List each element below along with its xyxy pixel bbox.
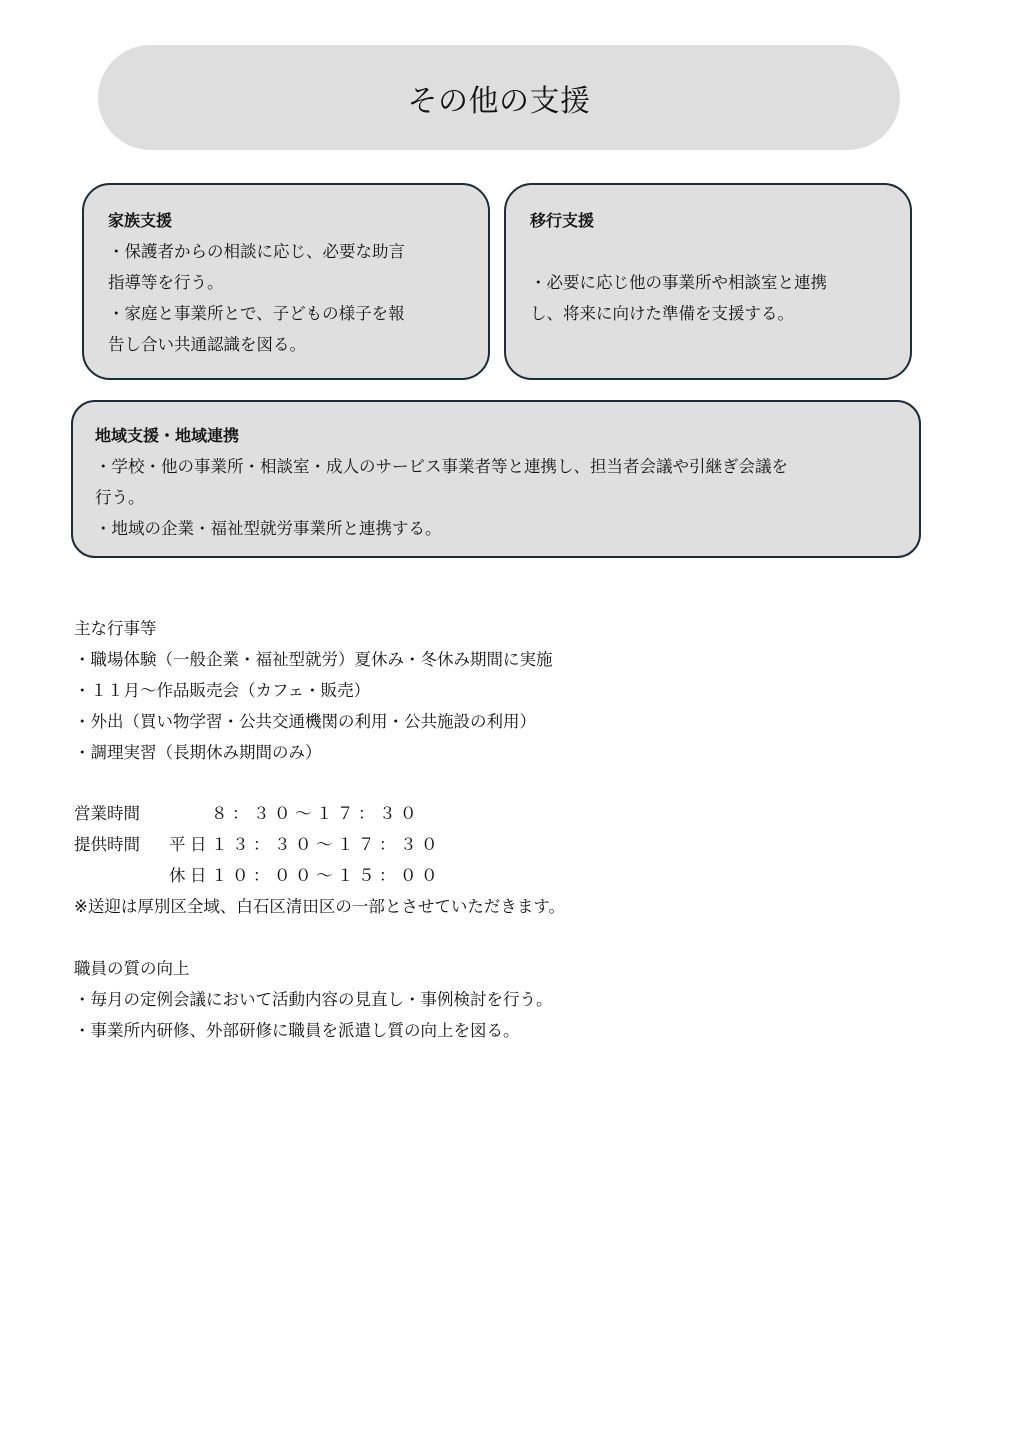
regional-support-line: ・地域の企業・福祉型就労事業所と連携する。 bbox=[95, 519, 442, 538]
page-title: その他の支援 bbox=[407, 83, 591, 119]
spacer bbox=[530, 236, 886, 267]
regional-support-heading: 地域支援・地域連携 bbox=[95, 426, 240, 445]
weekday-hours-value: 平日１３：３０～１７：３０ bbox=[169, 835, 442, 854]
event-item: ・職場体験（一般企業・福祉型就労）夏休み・冬休み期間に実施 bbox=[74, 650, 553, 669]
event-item: ・１１月～作品販売会（カフェ・販売） bbox=[74, 681, 371, 700]
hours-section bbox=[74, 798, 565, 922]
business-hours-row bbox=[74, 798, 565, 829]
regional-support-box bbox=[71, 400, 921, 558]
transition-support-box bbox=[504, 183, 912, 380]
transport-note: ※送迎は厚別区全域、白石区清田区の一部とさせていただきます。 bbox=[74, 897, 566, 916]
family-support-line: ・保護者からの相談に応じ、必要な助言 bbox=[108, 242, 405, 261]
transition-support-heading: 移行支援 bbox=[530, 211, 595, 230]
staff-quality-heading: 職員の質の向上 bbox=[74, 959, 190, 978]
business-hours-value: ８：３０～１７：３０ bbox=[169, 804, 421, 823]
family-support-line: ・家庭と事業所とで、子どもの様子を報 bbox=[108, 304, 405, 323]
family-support-line: 指導等を行う。 bbox=[108, 273, 224, 292]
regional-support-line: 行う。 bbox=[95, 488, 145, 507]
family-support-line: 告し合い共通認識を図る。 bbox=[108, 335, 306, 354]
service-hours-label: 提供時間 bbox=[74, 835, 140, 854]
event-item: ・調理実習（長期休み期間のみ） bbox=[74, 743, 322, 762]
events-heading: 主な行事等 bbox=[74, 619, 157, 638]
staff-quality-item: ・毎月の定例会議において活動内容の見直し・事例検討を行う。 bbox=[74, 990, 553, 1009]
regional-support-line: ・学校・他の事業所・相談室・成人のサービス事業者等と連携し、担当者会議や引継ぎ会議を bbox=[95, 457, 788, 476]
service-hours-row bbox=[74, 829, 565, 860]
empty-label bbox=[74, 860, 169, 891]
business-hours-label: 営業時間 bbox=[74, 804, 140, 823]
transition-support-line: し、将来に向けた準備を支援する。 bbox=[530, 304, 794, 323]
family-support-heading: 家族支援 bbox=[108, 211, 173, 230]
staff-quality-section bbox=[74, 953, 553, 1046]
holiday-hours-row bbox=[74, 860, 565, 891]
title-banner bbox=[98, 45, 900, 150]
family-support-box bbox=[82, 183, 490, 380]
transition-support-line: ・必要に応じ他の事業所や相談室と連携 bbox=[530, 273, 827, 292]
event-item: ・外出（買い物学習・公共交通機関の利用・公共施設の利用） bbox=[74, 712, 536, 731]
holiday-hours-value: 休日１０：００～１５：００ bbox=[169, 866, 442, 885]
events-section bbox=[74, 613, 553, 768]
staff-quality-item: ・事業所内研修、外部研修に職員を派遣し質の向上を図る。 bbox=[74, 1021, 520, 1040]
